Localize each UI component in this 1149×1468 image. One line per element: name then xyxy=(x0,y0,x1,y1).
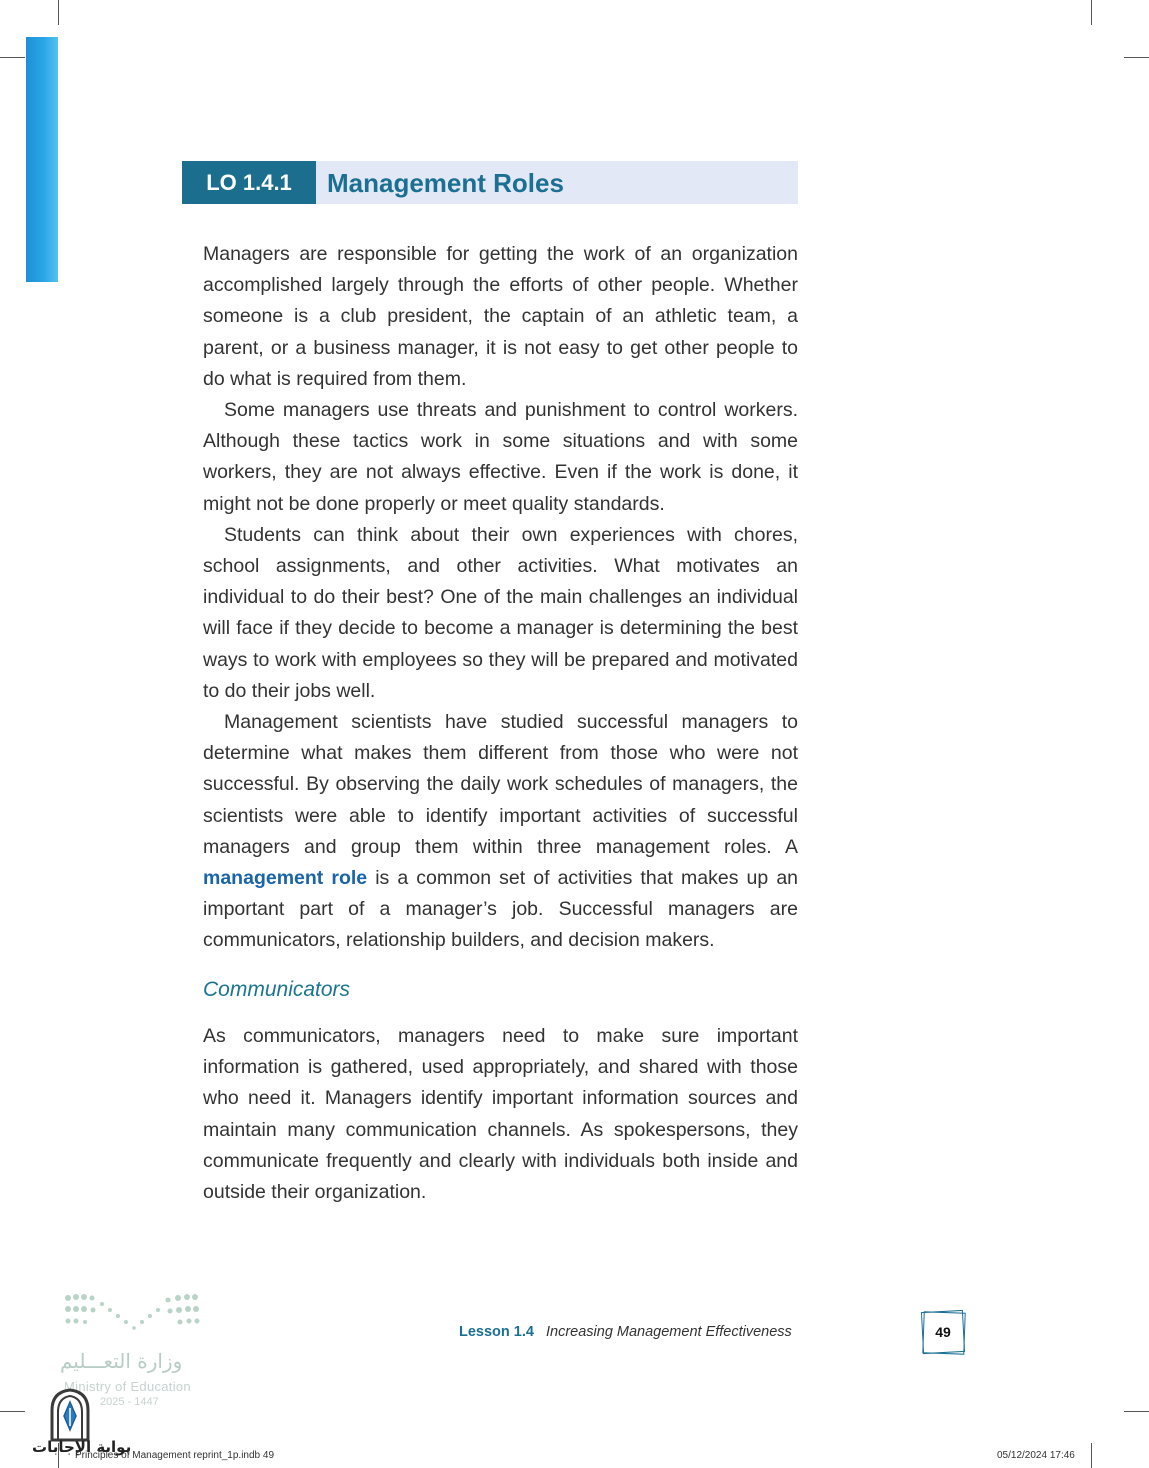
paragraph: Managers are responsible for getting the work of an organization accomplished largely through the efforts of other people. Whether someone is a club president, the captain of an athletic team, a parent, or a business manager, it is not easy to get other people to do what is required from them. xyxy=(203,243,798,390)
key-term: management role xyxy=(203,867,368,890)
watermark-text: بوابة الإجابات xyxy=(32,1438,132,1456)
body-text xyxy=(203,239,798,957)
print-date-info: 05/12/2024 17:46 xyxy=(997,1450,1075,1461)
ministry-name-english: Ministry of Education xyxy=(64,1379,191,1394)
crop-mark xyxy=(1091,1443,1092,1468)
lesson-title: Increasing Management Effectiveness xyxy=(545,1324,792,1340)
ministry-logo-dots-icon xyxy=(62,1290,202,1340)
page-number-box xyxy=(922,1311,964,1353)
print-file-info: Principles of Management reprint_1p.indb 49 xyxy=(75,1450,275,1461)
paragraph-text: is a common set of activities that makes up an important part of a manager’s job. Successful managers are communicators, relationship builders, and decision makers. xyxy=(203,867,799,952)
paragraph-text: Management scientists have studied successful managers to determine what makes them different from those who were not successful. By observing the daily work schedules of managers, the scientists were able to identify important activities of successful managers and group them within three management roles. A xyxy=(203,711,798,858)
footer-lesson xyxy=(459,1324,792,1340)
section-text xyxy=(203,1021,798,1208)
paragraph xyxy=(203,707,798,957)
lo-header xyxy=(182,161,798,204)
paragraph: Some managers use threats and punishment to control workers. Although these tactics work in some situations and with some workers, they are not always effective. Even if the work is done, it might not be done properly or meet quality standards. xyxy=(203,399,798,515)
ministry-name-arabic: وزارة التعـــليم xyxy=(60,1349,183,1373)
paragraph: As communicators, managers need to make sure important information is gathered, used appropriately, and shared with those who need it. Managers identify important information sources and maintain many communication channels. As spokespersons, they communicate frequently and clearly with individuals both inside and outside their organization. xyxy=(203,1025,798,1204)
crop-mark xyxy=(1124,57,1149,58)
lo-title: Management Roles xyxy=(327,168,564,198)
crop-mark xyxy=(0,1411,25,1412)
ministry-year: 2025 - 1447 xyxy=(100,1396,159,1408)
paragraph: Students can think about their own experiences with chores, school assignments, and other activities. What motivates an individual to do their best? One of the main challenges an individual will face if they decide to become a manager is determining the best ways to work with employees so they will be prepared and motivated to do their jobs well. xyxy=(203,523,798,702)
crop-mark xyxy=(58,0,59,25)
crop-mark xyxy=(1124,1411,1149,1412)
page-number: 49 xyxy=(935,1324,951,1340)
pen-emblem-icon xyxy=(46,1386,94,1442)
crop-mark xyxy=(1091,0,1092,25)
crop-mark xyxy=(0,57,25,58)
lo-code: LO 1.4.1 xyxy=(182,161,316,204)
lesson-number: Lesson 1.4 xyxy=(459,1324,534,1340)
section-heading: Communicators xyxy=(203,978,351,1001)
side-color-bar xyxy=(26,37,58,282)
